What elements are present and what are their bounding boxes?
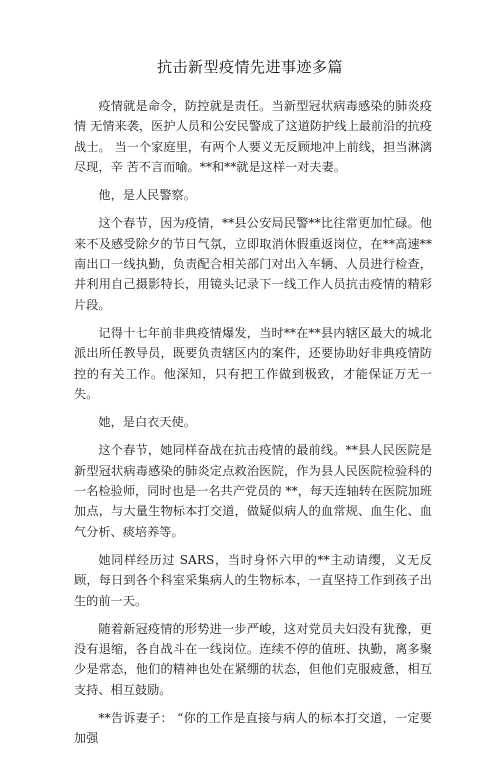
document-body xyxy=(74,96,432,757)
paragraph: 疫情就是命令，防控就是责任。当新型冠状病毒感染的肺炎疫情 无情来袭，医护人员和公安民警成了这道防护线上最前沿的抗疫战士。 当一个家庭里，有两个人要义无反顾地冲上前线，担当淋漓尽现，辛 苦不言而喻。**和**就是这样一对夫妻。 xyxy=(74,99,432,174)
paragraph: 这个春节，她同样奋战在抗击疫情的最前线。**县人民医院是新型冠状病毒感染的肺炎定点救治医院，作为县人民医院检验科的一名检验师，同时也是一名共产党员的 **，每天连轴转在医院加班加点，与大量生物标本打交道，做疑似病人的血常规、血生化、血气分析、痰培养等。 xyxy=(74,443,432,539)
paragraph: 记得十七年前非典疫情爆发，当时**在**县内辖区最大的城北派出所任教导员，既要负责辖区内的案件，还要协助好非典疫情防控的有关工作。他深知，只有把工作做到极致，才能保证万无一失。 xyxy=(74,325,432,401)
paragraph: **告诉妻子： “你的工作是直接与病人的标本打交道，一定要加强 xyxy=(74,711,432,746)
paragraph: 随着新冠疫情的形势进一步严峻，这对党员夫妇没有犹豫，更没有退缩，各自战斗在一线岗位。连续不停的值班、执勤，离多聚少是常态，他们的精神也处在紧绷的状态，但他们克服疲惫，相互支持、相互鼓励。 xyxy=(74,621,432,697)
paragraph: 她，是白衣天使。 xyxy=(98,415,196,430)
paragraph: 这个春节，因为疫情，**县公安局民警**比往常更加忙碌。他来不及感受除夕的节日气氛，立即取消休假重返岗位，在**高速**南出口一线执勤，负责配合相关部门对出入车辆、人员进行检查，并利用自己摄影特长，用镜头记录下一线工作人员抗击疫情的精彩片段。 xyxy=(74,216,432,312)
paragraph: 他，是人民警察。 xyxy=(98,188,196,203)
paragraph: 她同样经历过 SARS，当时身怀六甲的**主动请缨，义无反顾，每日到各个科室采集病人的生物标本，一直坚持工作到孩子出生的前一天。 xyxy=(74,552,432,608)
document-title: 抗击新型疫情先进事迹多篇 xyxy=(156,58,343,76)
